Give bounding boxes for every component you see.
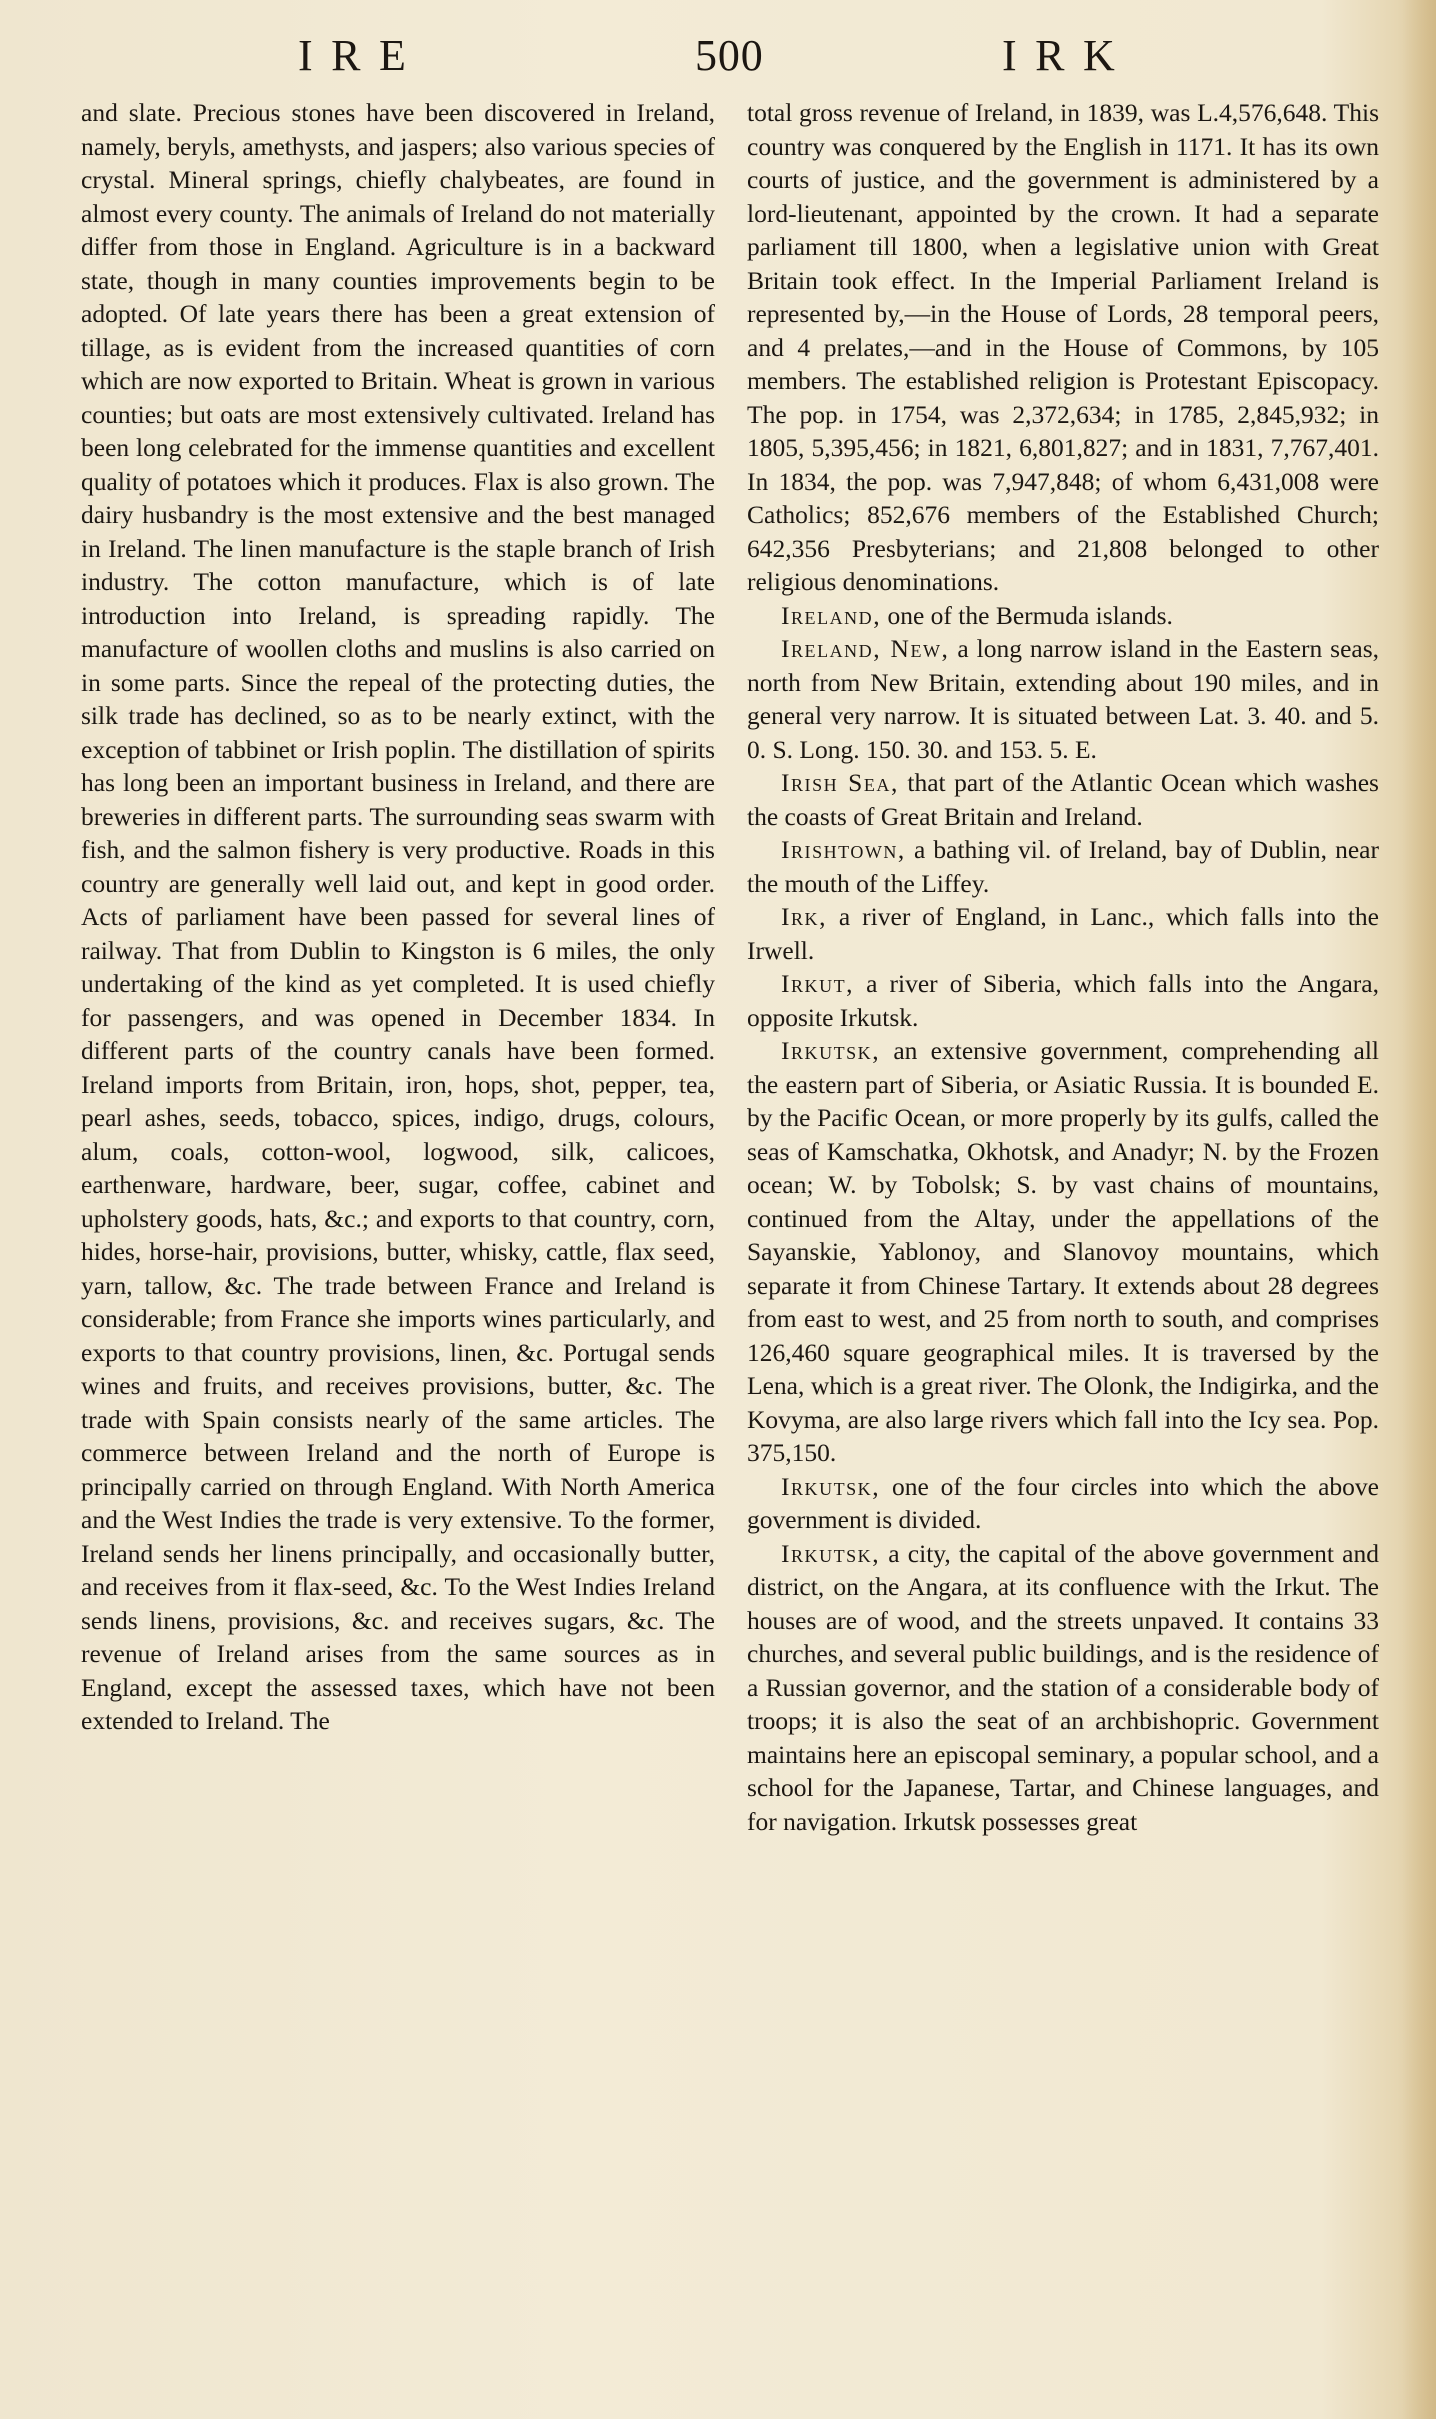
running-head (0, 30, 1436, 90)
entry-text: a long narrow island in the Eastern seas, north from New Britain, extending about 190 miles, and in general very narrow. It is situated between Lat. 3. 40. and 5. 0. S. Long. 150. 30. and 153. 5. E. (747, 634, 1380, 764)
entry-headword: Irishtown, (781, 835, 906, 864)
page-edge (1402, 0, 1436, 2419)
entry-text: an extensive government, comprehending all the eastern part of Siberia, or Asiatic Russia. It is bounded E. by the Pacific Ocean, or more properly by its gulfs, called the seas of Kamschatka, Okhotsk, and Anadyr; N. by the Frozen ocean; W. by Tobolsk; S. by vast chains of mountains, continued from the Altay, under the appellations of the Sayanskie, Yablonoy, and Slanovoy mountains, which separate it from Chinese Tartary. It extends about 28 degrees from east to west, and 25 from north to south, and comprises 126,460 square geographical miles. It is traversed by the Lena, which is a great river. The Olonk, the Indigirka, and the Kovyma, are also large rivers which fall into the Icy sea. Pop. 375,150. (747, 1036, 1379, 1467)
left-column (81, 96, 715, 1738)
right-column-continuation: total gross revenue of Ireland, in 1839, was L.4,576,648. This country was conquered by the English in 1171. It has its own courts of justice, and the government is administered by a lord-lieutenant, appointed by the crown. It had a separate parliament till 1800, when a legislative union with Great Britain took effect. In the Imperial Parliament Ireland is represented by,—in the House of Lords, 28 temporal peers, and 4 prelates,—and in the House of Commons, by 105 members. The established religion is Protestant Episcopacy. The pop. in 1754, was 2,372,634; in 1785, 2,845,932; in 1805, 5,395,456; in 1821, 6,801,827; and in 1831, 7,767,401. In 1834, the pop. was 7,947,848; of whom 6,431,008 were Catholics; 852,676 members of the Established Church; 642,356 Presbyterians; and 21,808 belonged to other religious denominations. (747, 98, 1379, 596)
entry-text: that part of the Atlantic Ocean which washes the coasts of Great Britain and Ireland. (747, 768, 1379, 831)
entry-headword: Ireland, (781, 600, 882, 630)
entry-ireland-bermuda (747, 599, 1379, 633)
entry-irkutsk-government (747, 1034, 1379, 1470)
entry-text: a city, the capital of the above government and district, on the Angara, at its confluence with the Irkut. The houses are of wood, and the streets unpaved. It contains 33 churches, and several public buildings, and is the residence of a Russian governor, and the station of a considerable body of troops; it is also the seat of an archbishopric. Government maintains here an episcopal seminary, a popular school, and a school for the Japanese, Tartar, and Chinese languages, and for navigation. Irkutsk possesses great (747, 1538, 1379, 1836)
left-column-text: and slate. Precious stones have been discovered in Ireland, namely, beryls, amethysts, and jaspers; also various species of crystal. Mineral springs, chiefly chalybeates, are found in almost every county. The animals of Ireland do not materially differ from those in England. Agriculture is in a backward state, though in many counties improvements begin to be adopted. Of late years there has been a great extension of tillage, as is evident from the increased quantities of corn which are now exported to Britain. Wheat is grown in various counties; but oats are most extensively cultivated. Ireland has been long celebrated for the immense quantities and excellent quality of potatoes which it produces. Flax is also grown. The dairy husbandry is the most extensive and the best managed in Ireland. The linen manufacture is the staple branch of Irish industry. The cotton manufacture, which is of late introduction into Ireland, is spreading rapidly. The manufacture of woollen cloths and muslins is also carried on in some parts. Since the repeal of the protecting duties, the silk trade has declined, so as to be nearly extinct, with the exception of tabbinet or Irish poplin. The distillation of spirits has long been an important business in Ireland, and there are breweries in different parts. The surrounding seas swarm with fish, and the salmon fishery is very productive. Roads in this country are generally well laid out, and kept in good order. Acts of parliament have been passed for several lines of railway. That from Dublin to Kingston is 6 miles, the only undertaking of the kind as yet completed. It is used chiefly for passengers, and was opened in December 1834. In different parts of the country canals have been formed. Ireland imports from Britain, iron, hops, shot, pepper, tea, pearl ashes, seeds, tobacco, spices, indigo, drugs, colours, alum, coals, cotton-wool, logwood, silk, calicoes, earthenware, hardware, beer, sugar, coffee, cabinet and upholstery goods, hats, &c.; and exports to that country, corn, hides, horse-hair, provisions, butter, whisky, cattle, flax seed, yarn, tallow, &c. The trade between France and Ireland is considerable; from France she imports wines particularly, and exports to that country provisions, linen, &c. Portugal sends wines and fruits, and receives provisions, butter, &c. The trade with Spain consists nearly of the same articles. The commerce between Ireland and the north of Europe is principally carried on through England. With North America and the West Indies the trade is very extensive. To the former, Ireland sends her linens principally, and occasionally butter, and receives from it flax-seed, &c. To the West Indies Ireland sends linens, provisions, &c. and receives sugars, &c. The revenue of Ireland arises from the same sources as in England, except the assessed taxes, which have not been extended to Ireland. The (81, 98, 715, 1735)
right-column (747, 96, 1379, 1838)
entry-headword: Irk, (781, 902, 827, 931)
entry-headword: Irish Sea, (781, 768, 899, 797)
entry-headword: Irkut, (781, 969, 855, 998)
entry-ireland-new (747, 632, 1379, 766)
page-number: 500 (695, 31, 764, 80)
entry-text: one of the four circles into which the above government is divided. (747, 1471, 1379, 1534)
entry-irkut (747, 967, 1379, 1034)
entry-irish-sea (747, 766, 1379, 833)
entry-irk (747, 900, 1379, 967)
entry-headword: Ireland, New, (781, 634, 950, 663)
entry-text: a bathing vil. of Ireland, bay of Dublin, near the mouth of the Liffey. (747, 835, 1379, 898)
entry-irishtown (747, 833, 1379, 900)
running-head-left: IRE (298, 31, 425, 80)
entry-text: one of the Bermuda islands. (881, 600, 1173, 630)
running-head-right: IRK (1002, 31, 1134, 80)
entry-text: a river of Siberia, which falls into the Angara, opposite Irkutsk. (747, 969, 1379, 1032)
entry-text: a river of England, in Lanc., which falls into the Irwell. (747, 902, 1379, 965)
entry-headword: Irkutsk, (781, 1036, 881, 1065)
entry-irkutsk-city (747, 1537, 1379, 1839)
entry-headword: Irkutsk, (781, 1471, 881, 1501)
entry-irkutsk-circle (747, 1470, 1379, 1537)
entry-headword: Irkutsk, (781, 1538, 881, 1568)
